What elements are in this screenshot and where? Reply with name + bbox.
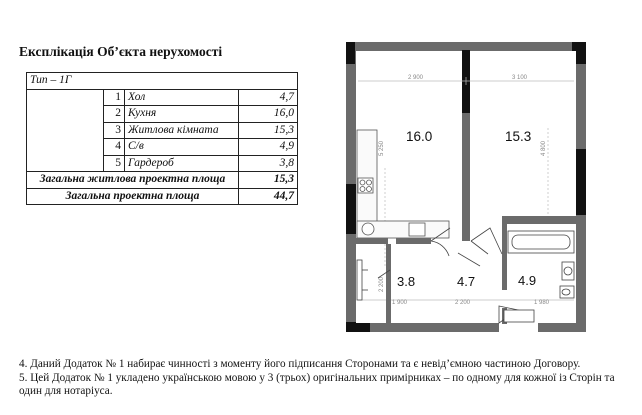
table-row <box>27 188 298 205</box>
room-number: 3 <box>104 122 125 139</box>
room-area: 4,9 <box>239 139 298 156</box>
room-label-living: 15.3 <box>505 129 532 144</box>
dim-top-left: 2 900 <box>408 75 424 81</box>
dim-bottom-mid: 2 200 <box>455 300 471 306</box>
note-5: 5. Цей Додаток № 1 укладено українською мовою у 3 (трьох) оригінальних примірниках – по одному для кожної із Сторін та один для нотаріуса. <box>19 371 615 397</box>
room-area: 3,8 <box>239 155 298 172</box>
dim-lower-height: 2 200 <box>379 276 385 292</box>
total-area-value: 44,7 <box>239 188 298 205</box>
room-name: Кухня <box>125 106 239 123</box>
room-number: 5 <box>104 155 125 172</box>
room-name: С/в <box>125 139 239 156</box>
blank-cell <box>27 89 104 172</box>
table-row <box>27 73 298 90</box>
dim-top-right: 3 100 <box>512 75 528 81</box>
document-title: Експлікація Об’єкта нерухомості <box>19 44 223 59</box>
type-label: Тип – 1Г <box>27 73 298 90</box>
total-living-label: Загальна житлова проектна площа <box>27 172 239 189</box>
room-label-bath: 4.9 <box>518 273 537 288</box>
table-row <box>27 172 298 189</box>
total-area-label: Загальна проектна площа <box>27 188 239 205</box>
room-name: Житлова кімната <box>125 122 239 139</box>
dim-kitchen-height: 5 250 <box>379 140 385 156</box>
room-name: Хол <box>125 89 239 106</box>
room-number: 4 <box>104 139 125 156</box>
explication-table <box>26 72 298 205</box>
dim-bottom-left: 1 900 <box>392 300 408 306</box>
note-4: 4. Даний Додаток № 1 набирає чинності з моменту його підписання Сторонами та є невід’ємною частиною Договору. <box>19 358 581 370</box>
room-label-wardrobe: 3.8 <box>397 274 416 289</box>
room-area: 15,3 <box>239 122 298 139</box>
room-number: 2 <box>104 106 125 123</box>
room-label-kitchen: 16.0 <box>406 129 433 144</box>
room-number: 1 <box>104 89 125 106</box>
notes <box>19 358 624 399</box>
room-label-hall: 4.7 <box>457 274 476 289</box>
dim-bottom-right: 1 980 <box>534 300 550 306</box>
table-row <box>27 89 298 106</box>
dim-living-height: 4 800 <box>541 140 547 156</box>
room-area: 16,0 <box>239 106 298 123</box>
room-area: 4,7 <box>239 89 298 106</box>
bathtub <box>508 231 574 253</box>
floor-plan <box>340 38 592 338</box>
room-name: Гардероб <box>125 155 239 172</box>
total-living-value: 15,3 <box>239 172 298 189</box>
